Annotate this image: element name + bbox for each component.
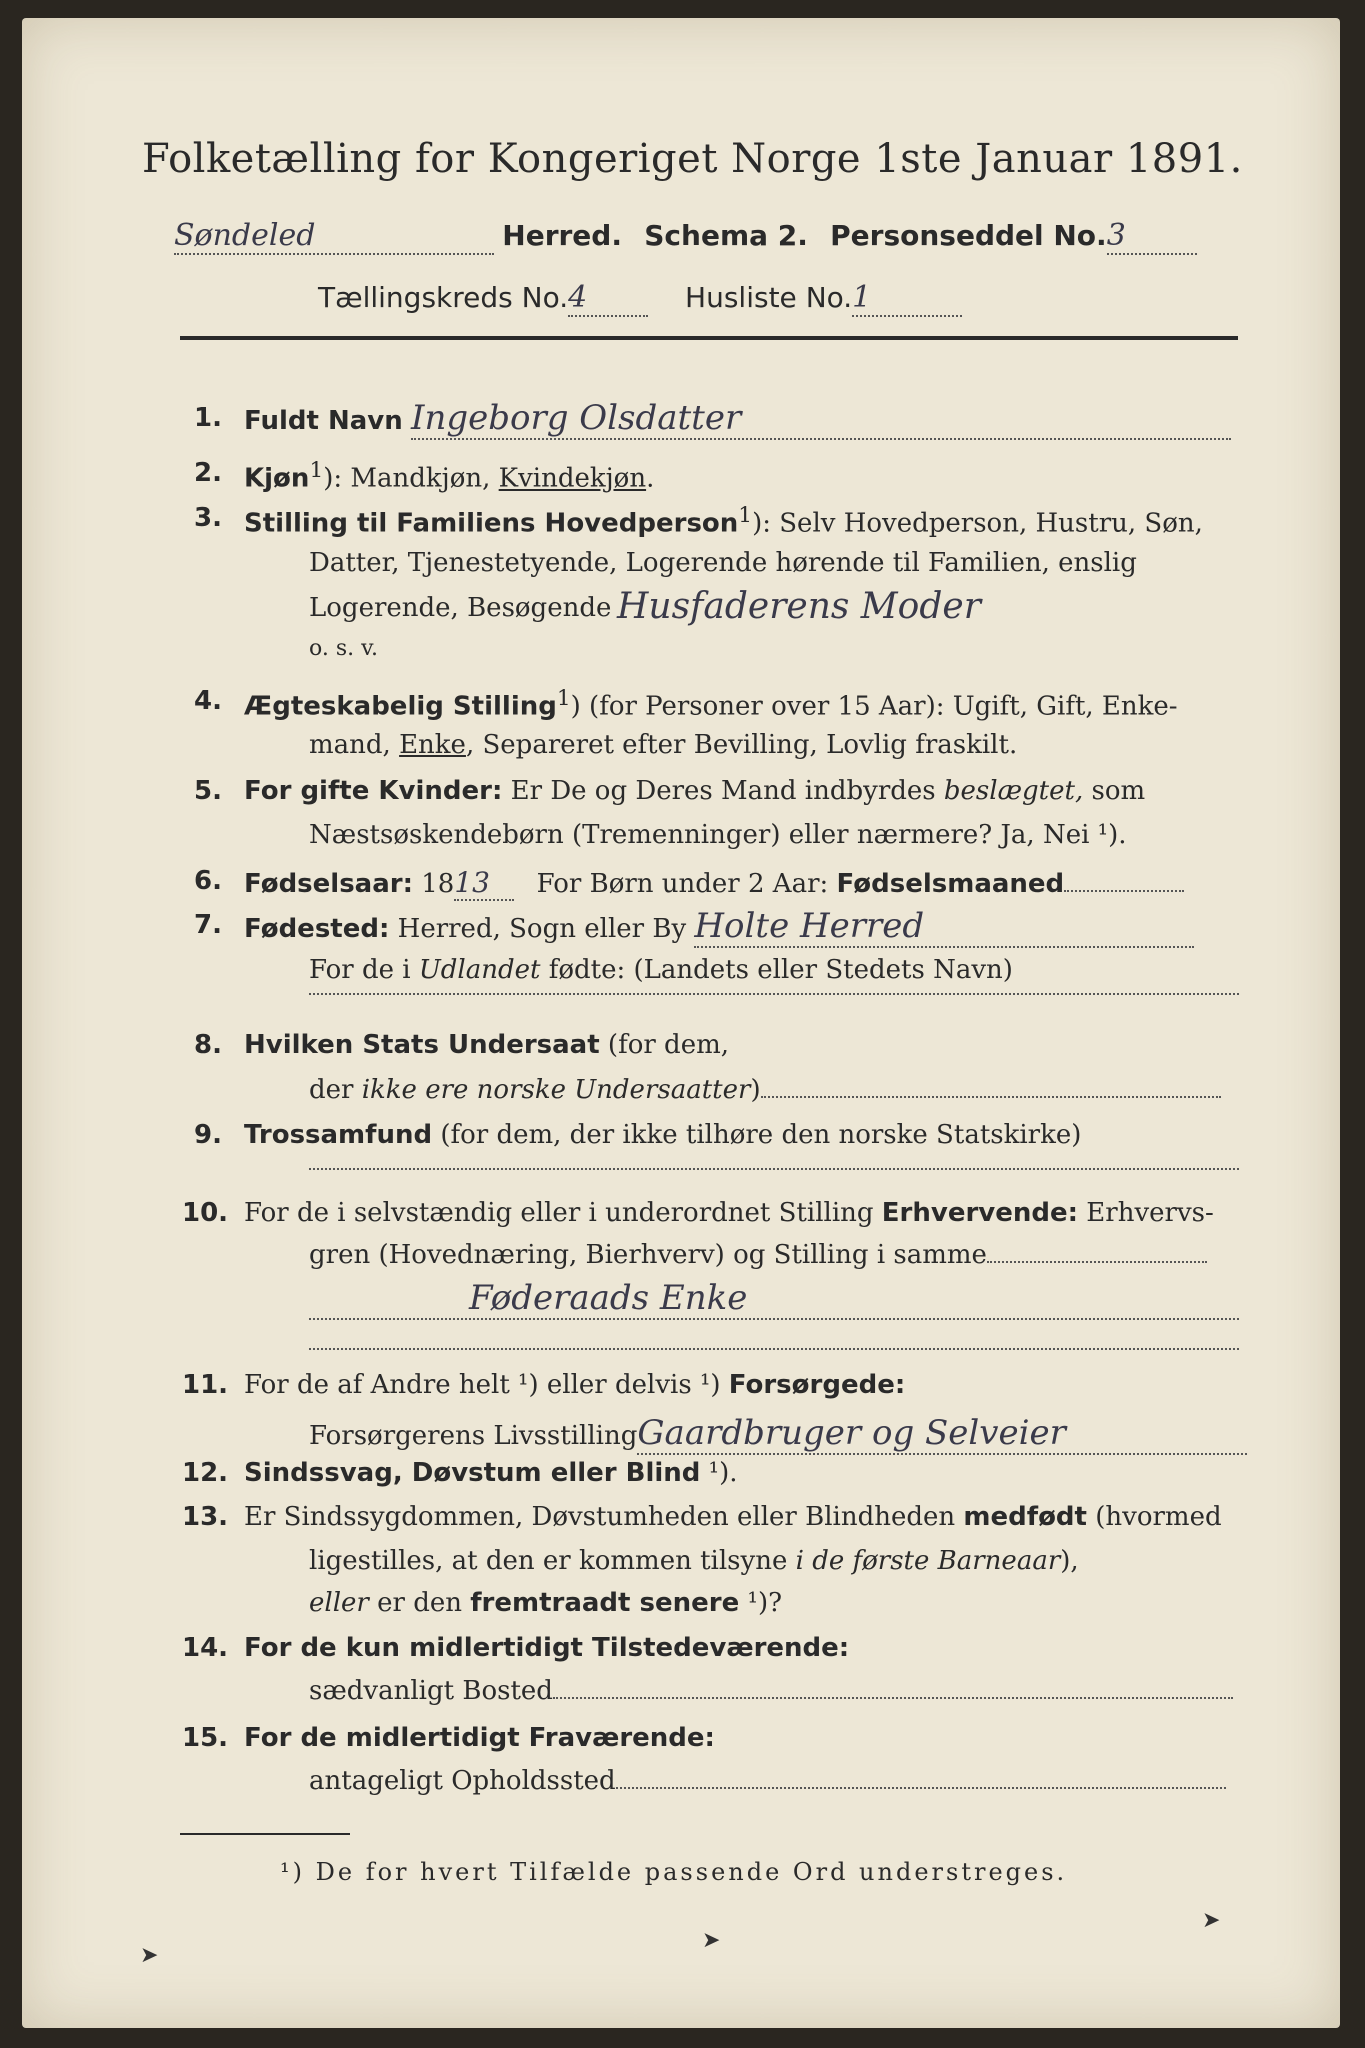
item-8-label: Hvilken Stats Undersaat	[244, 1030, 600, 1060]
personseddel-value: 3	[1107, 218, 1197, 255]
item-2-label: Kjøn	[244, 463, 310, 494]
item-13-line3-b: er den	[368, 1588, 471, 1618]
item-8-line2	[309, 1075, 1221, 1105]
item-9-dotted-line	[309, 1168, 1239, 1170]
item-12-label: Sindssvag, Døvstum eller Blind	[244, 1458, 701, 1488]
schema-label: Schema 2.	[644, 219, 808, 252]
item-9	[244, 1120, 1081, 1150]
item-13-text: Er Sindssygdommen, Døvstumheden eller Blindheden	[244, 1502, 964, 1532]
form-title: Folketælling for Kongeriget Norge 1ste Januar 1891.	[142, 136, 1243, 182]
item-8	[244, 1030, 729, 1060]
item-10-text: For de i selvstændig eller i underordnet Stilling	[244, 1198, 882, 1228]
item-14-line2-text: sædvanligt Bosted	[309, 1676, 553, 1706]
item-13	[244, 1502, 1222, 1532]
item-10-line2-text: gren (Hovednæring, Bierhverv) og Stilling i samme	[309, 1240, 987, 1270]
item-13-line3-d: ¹)?	[739, 1588, 783, 1618]
item-2-sup: 1	[309, 458, 324, 483]
item-12-number: 12.	[182, 1458, 229, 1488]
item-7-line2-a: For de i	[309, 955, 419, 985]
item-4-sup: 1	[556, 686, 571, 711]
item-10-label: Erhvervende:	[881, 1198, 1079, 1228]
item-10	[244, 1198, 1214, 1228]
item-2: Kjøn$^1$): Mandkjøn, Kvindekjøn.	[244, 458, 655, 494]
item-4-enke: Enke	[399, 730, 466, 760]
item-1-label: Fuldt Navn	[244, 406, 403, 436]
item-8-line2-a: der	[309, 1075, 362, 1105]
margin-mark-center: ➤	[702, 1928, 721, 1953]
item-13-number: 13.	[182, 1502, 229, 1532]
item-12-text: ¹).	[700, 1458, 738, 1488]
item-13-text2: (hvormed	[1086, 1502, 1222, 1532]
item-11	[244, 1370, 905, 1400]
item-1	[244, 398, 1231, 440]
item-11-label: Forsørgede:	[728, 1370, 906, 1400]
item-15-line2-text: antageligt Opholdssted	[309, 1766, 616, 1796]
item-11-number: 11.	[182, 1370, 229, 1400]
item-6-value: 13	[454, 866, 514, 901]
item-7-line2-b: Udlandet	[418, 955, 541, 985]
item-7-value: Holte Herred	[694, 906, 1194, 948]
item-5	[244, 776, 1145, 806]
footnote: ¹) De for hvert Tilfælde passende Ord understreges.	[280, 1858, 1068, 1886]
item-3-line3: Logerende, Besøgende	[309, 593, 612, 623]
item-12	[244, 1458, 738, 1488]
item-5-text-c: som	[1083, 776, 1146, 806]
item-9-label: Trossamfund	[244, 1120, 433, 1150]
item-3-value: Husfaderens Moder	[617, 586, 981, 627]
item-3-line2: Datter, Tjenestetyende, Logerende hørende til Familien, enslig	[309, 548, 1137, 578]
item-3-text: ): Selv Hovedperson, Hustru, Søn,	[752, 508, 1203, 539]
item-13-label: medfødt	[963, 1502, 1087, 1532]
item-6-text: For Børn under 2 Aar:	[536, 869, 829, 899]
census-form	[22, 18, 1340, 2028]
item-6	[244, 866, 1184, 901]
item-4	[244, 686, 1178, 722]
item-6-prefix: 18	[421, 869, 455, 899]
item-11-line2-text: Forsørgerens Livsstilling	[309, 1421, 638, 1451]
item-13-line2-c: ),	[1060, 1546, 1079, 1576]
item-15-number: 15.	[182, 1723, 229, 1753]
husliste-label: Husliste No.	[685, 281, 853, 314]
herred-line	[174, 218, 1197, 255]
header-rule	[180, 336, 1238, 340]
item-13-line2-a: ligestilles, at den er kommen tilsyne	[309, 1546, 796, 1576]
item-7-dotted-line	[309, 993, 1239, 995]
item-9-text: (for dem, der ikke tilhøre den norske Statskirke)	[432, 1120, 1082, 1150]
item-5-label: For gifte Kvinder:	[244, 776, 503, 806]
footnote-rule	[180, 1833, 350, 1835]
item-6-label: Fødselsaar:	[244, 869, 413, 899]
item-4-line2	[309, 730, 1017, 760]
item-5-text-a: Er De og Deres Mand indbyrdes	[502, 776, 944, 806]
item-14-number: 14.	[182, 1633, 229, 1663]
item-14-label: For de kun midlertidigt Tilstedeværende:	[244, 1633, 850, 1663]
item-14-dotted-field	[553, 1697, 1233, 1699]
herred-label: Herred.	[502, 219, 622, 252]
item-13-line3-c: fremtraadt senere	[470, 1588, 740, 1618]
item-3-number: 3.	[194, 503, 222, 533]
item-8-dotted-field	[761, 1096, 1221, 1098]
item-8-text: (for dem,	[599, 1030, 729, 1060]
item-14	[244, 1633, 849, 1663]
item-1-value: Ingeborg Olsdatter	[411, 398, 1231, 440]
husliste-value: 1	[852, 280, 962, 317]
item-4-line2-a: mand,	[309, 730, 400, 760]
item-4-label: Ægteskabelig Stilling	[244, 691, 557, 722]
item-7-text: Herred, Sogn eller By	[389, 914, 687, 944]
item-10-answer-line	[309, 1278, 1239, 1320]
item-3	[244, 503, 1203, 539]
item-8-number: 8.	[194, 1030, 222, 1060]
item-10-dotted-field	[987, 1261, 1207, 1263]
item-2-number: 2.	[194, 458, 222, 488]
item-14-line2	[309, 1676, 1233, 1706]
item-15-label: For de midlertidigt Fraværende:	[244, 1723, 715, 1753]
item-7-line2-c: fødte: (Landets eller Stedets Navn)	[540, 955, 1013, 985]
item-4-number: 4.	[194, 686, 222, 716]
item-7	[244, 906, 1194, 948]
herred-value: Søndeled	[174, 218, 494, 255]
personseddel-label: Personseddel No.	[830, 219, 1107, 252]
item-10-text2: Erhvervs-	[1078, 1198, 1214, 1228]
item-13-line3	[309, 1588, 782, 1618]
item-7-number: 7.	[194, 910, 222, 940]
margin-mark-right: ➤	[1202, 1908, 1221, 1933]
item-3-line4: o. s. v.	[309, 636, 378, 661]
item-15-dotted-field	[616, 1787, 1226, 1789]
item-15-line2	[309, 1766, 1226, 1796]
kreds-label: Tællingskreds No.	[318, 281, 569, 314]
item-11-value: Gaardbruger og Selveier	[637, 1413, 1247, 1455]
item-15	[244, 1723, 715, 1753]
item-6-label2: Fødselsmaaned	[836, 869, 1065, 899]
item-7-label: Fødested:	[244, 914, 390, 944]
item-13-line2	[309, 1546, 1079, 1576]
item-11-text: For de af Andre helt ¹) eller delvis ¹)	[244, 1370, 729, 1400]
item-4-line2-c: , Separeret efter Bevilling, Lovlig fraskilt.	[465, 730, 1018, 760]
item-10-dotted-line	[309, 1348, 1239, 1350]
margin-mark-left: ➤	[140, 1943, 159, 1968]
kreds-line	[318, 280, 962, 317]
item-7-line2	[309, 955, 1013, 985]
item-3-label: Stilling til Familiens Hovedperson	[244, 508, 739, 539]
item-8-line2-c: )	[750, 1075, 761, 1105]
item-6-number: 6.	[194, 866, 222, 896]
item-10-line2	[309, 1240, 1207, 1270]
item-10-number: 10.	[182, 1198, 229, 1228]
item-13-line2-b: i de første Barneaar	[795, 1546, 1061, 1576]
item-5-number: 5.	[194, 776, 222, 806]
item-1-number: 1.	[194, 403, 222, 433]
item-13-line3-a: eller	[309, 1588, 369, 1618]
item-5-line2: Næstsøskendebørn (Tremenninger) eller nærmere? Ja, Nei ¹).	[309, 820, 1127, 850]
item-8-line2-b: ikke ere norske Undersaatter	[361, 1075, 751, 1105]
item-9-number: 9.	[194, 1120, 222, 1150]
item-11-line2	[309, 1413, 1247, 1455]
item-10-value: Føderaads Enke	[309, 1278, 1239, 1320]
kreds-value: 4	[568, 280, 648, 317]
item-2-underlined: Kvindekjøn	[498, 463, 647, 494]
item-5-text-b: beslægtet,	[943, 776, 1084, 806]
item-3-sup: 1	[738, 503, 753, 528]
item-2-text: ): Mandkjøn,	[323, 463, 499, 494]
item-6-dotted-field	[1064, 890, 1184, 892]
item-4-text: ) (for Personer over 15 Aar): Ugift, Gift, Enke-	[570, 691, 1178, 722]
